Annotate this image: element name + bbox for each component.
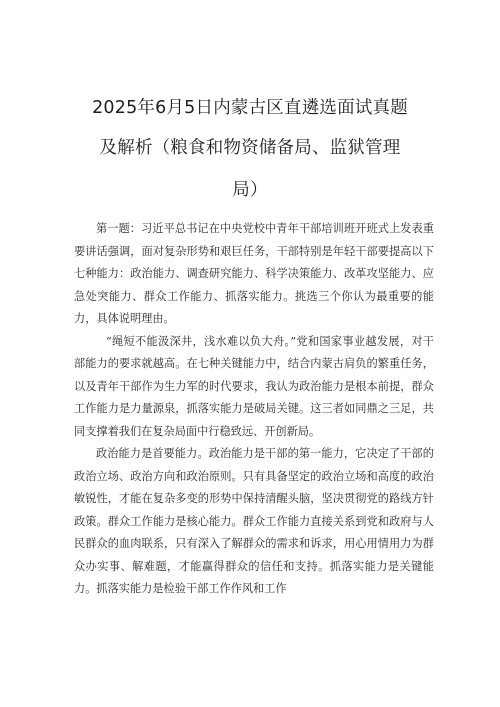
document-body	[74, 218, 434, 601]
paragraph-political-ability: 政治能力是首要能力。政治能力是干部的第一能力，它决定了干部的政治立场、政治方向和政治原则。只有具备坚定的政治立场和高度的政治敏锐性，才能在复杂多变的形势中保持清醒头脑，坚决贯彻党的路线方针政策。群众工作能力是核心能力。群众工作能力直接关系到党和政府与人民群众的血肉联系，只有深入了解群众的需求和诉求，用心用情用力为群众办实事、解难题，才能赢得群众的信任和支持。抓落实能力是关键能力。抓落实能力是检验干部工作作风和工作	[74, 447, 434, 595]
document-title-line-2: 及解析（粮食和物资储备局、监狱管理	[99, 138, 401, 158]
paragraph-question: 第一题：习近平总书记在中央党校中青年干部培训班开班式上发表重要讲话强调，面对复杂形势和艰巨任务，干部特别是年轻干部要提高以下七种能力：政治能力、调查研究能力、科学决策能力、改革攻坚能力、应急处突能力、群众工作能力、抓落实能力。挑选三个你认为最重要的能力，具体说明理由。	[74, 222, 434, 325]
document-title-line-1: 2025年6月5日内蒙古区直遴选面试真题	[92, 98, 408, 118]
paragraph-intro: “绳短不能汲深井，浅水难以负大舟。”党和国家事业越发展，对干部能力的要求就越高。在七种关键能力中，结合内蒙古肩负的繁重任务，以及青年干部作为生力军的时代要求，我认为政治能力是根本前提，群众工作能力是力量源泉，抓落实能力是破局关键。这三者如同鼎之三足，共同支撑着我们在复杂局面中行稳致远、开创新局。	[74, 334, 434, 438]
document-title-line-3: 局）	[232, 180, 268, 200]
